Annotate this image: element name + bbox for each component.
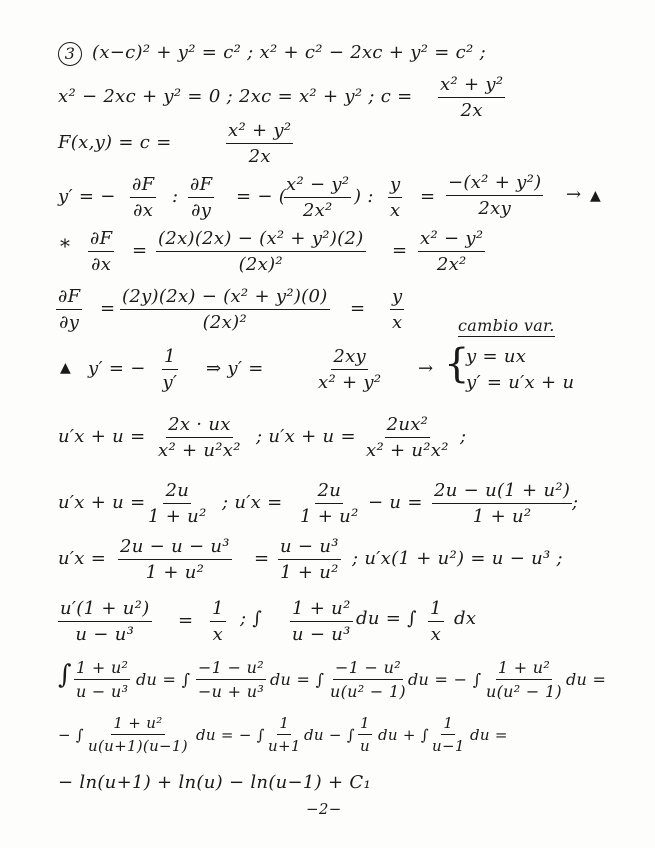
denominator: −u + u³ [197, 682, 265, 701]
fraction [486, 658, 562, 701]
fraction [358, 714, 372, 755]
numerator: y [390, 286, 404, 310]
denominator: 1 + u² [148, 506, 207, 527]
numerator: ∂F [188, 174, 214, 198]
denominator: 1 + u² [280, 562, 339, 583]
equation-text: ; u′x = [222, 492, 283, 513]
denominator: x² + u²x² [366, 440, 449, 461]
numerator: ∂F [56, 286, 82, 310]
numerator: 1 + u² [74, 658, 130, 680]
annotation-label: cambio var. [458, 316, 555, 335]
numerator: ∂F [88, 228, 114, 252]
fraction [58, 598, 152, 645]
numerator: −1 − u² [196, 658, 266, 680]
fraction [284, 174, 351, 221]
numerator: 2u [163, 480, 191, 504]
numerator: 2u − u(1 + u²) [432, 480, 572, 504]
equation-text: ; u′x + u = [256, 426, 356, 447]
denominator: x [430, 624, 442, 645]
fraction [418, 228, 485, 275]
denominator: ∂x [133, 200, 154, 221]
numerator: 1 + u² [111, 714, 164, 735]
fraction [366, 414, 449, 461]
denominator: ∂x [91, 254, 112, 275]
denominator: y′ [162, 372, 178, 393]
fraction [130, 174, 156, 221]
numerator: 1 + u² [496, 658, 552, 680]
fraction [148, 480, 207, 527]
equation-text: y′ = − [58, 186, 116, 207]
fraction [156, 228, 366, 275]
fraction [318, 346, 381, 393]
triangle-marker-icon: ▲ [60, 360, 72, 376]
denominator: (2x)² [202, 312, 247, 333]
equation-text: − ∫ [58, 726, 85, 744]
equation-text: = [254, 548, 270, 569]
equation-text: du − ∫ [304, 726, 355, 744]
equation-text: dx [454, 608, 477, 629]
denominator: 1 + u² [472, 506, 532, 527]
equation-text: − ln(u+1) + ln(u) − ln(u−1) + C₁ [58, 772, 371, 793]
fraction [432, 480, 572, 527]
fraction [388, 174, 402, 221]
numerator: x² − y² [418, 228, 485, 252]
equation-text: du = ∫ [136, 670, 191, 689]
denominator: u − u³ [291, 624, 351, 645]
equation-text: ⇒ y′ = [206, 358, 264, 379]
denominator: u(u² − 1) [486, 682, 562, 701]
fraction [300, 480, 359, 527]
fraction [390, 286, 404, 333]
equation-text: du = ∫ [270, 670, 325, 689]
denominator: x² + u²x² [158, 440, 241, 461]
numerator: −1 − u² [333, 658, 403, 680]
denominator: u [359, 737, 370, 755]
denominator: 1 + u² [300, 506, 359, 527]
denominator: 2xy [478, 198, 512, 219]
fraction [278, 536, 341, 583]
denominator: u−1 [432, 737, 465, 755]
denominator: u − u³ [75, 682, 129, 701]
denominator: ∂y [191, 200, 212, 221]
denominator: u(u² − 1) [330, 682, 406, 701]
numerator: 1 [428, 598, 444, 622]
equation-text: = [132, 240, 148, 261]
equation-text: = [178, 610, 194, 631]
fraction [210, 598, 226, 645]
numerator: 1 [441, 714, 455, 735]
numerator: x² + y² [226, 120, 293, 144]
equation-text: : [172, 186, 179, 207]
numerator: 1 + u² [290, 598, 353, 622]
equation-text: ; [572, 492, 579, 513]
equation-text: = [350, 298, 366, 319]
denominator: 2x² [302, 200, 333, 221]
numerator: u − u³ [278, 536, 341, 560]
equation-text: u′x + u = [58, 426, 146, 447]
denominator: x [392, 312, 403, 333]
denominator: x² + y² [318, 372, 382, 393]
denominator: u+1 [268, 737, 301, 755]
denominator: ∂y [59, 312, 80, 333]
fraction [446, 172, 543, 219]
numerator: ∂F [130, 174, 156, 198]
fraction [74, 658, 130, 701]
equation-text: du = [470, 726, 508, 744]
equation-text: (x−c)² + y² = c² ; x² + c² − 2xc + y² = c² ; [92, 42, 486, 63]
equation-text: F(x,y) = c = [58, 132, 172, 153]
equation-text: du + ∫ [378, 726, 429, 744]
integral-sign: ∫ [58, 660, 72, 690]
fraction [330, 658, 406, 701]
fraction [428, 598, 444, 645]
numerator: y [388, 174, 402, 198]
denominator: x [390, 200, 401, 221]
equation-text: ) : [354, 186, 374, 207]
fraction [188, 174, 214, 221]
denominator: 2x² [436, 254, 467, 275]
asterisk-marker-icon: * [60, 234, 71, 258]
equation-text: = [420, 186, 436, 207]
fraction [88, 714, 188, 755]
numerator: −(x² + y²) [446, 172, 543, 196]
fraction [268, 714, 301, 755]
equation-text: = [392, 240, 408, 261]
left-brace-icon: { [444, 341, 470, 387]
equation-text: ; ∫ [240, 608, 263, 629]
substitution-line-1: y = ux [466, 346, 527, 367]
numerator: 1 [277, 714, 291, 735]
fraction [290, 598, 353, 645]
equation-text: − u = [368, 492, 423, 513]
numerator: 2x · ux [166, 414, 233, 438]
numerator: 1 [162, 346, 178, 370]
equation-text: u′x = [58, 548, 107, 569]
substitution-line-2: y′ = u′x + u [466, 372, 575, 393]
numerator: u′(1 + u²) [58, 598, 152, 622]
problem-number-circle: 3 [58, 42, 82, 66]
numerator: 2u − u − u³ [118, 536, 232, 560]
numerator: 1 [358, 714, 372, 735]
fraction [438, 74, 505, 121]
fraction [432, 714, 465, 755]
numerator: 2ux² [385, 414, 431, 438]
equation-text: du = − ∫ [408, 670, 482, 689]
denominator: u(u+1)(u−1) [88, 737, 188, 755]
numerator: x² − y² [284, 174, 351, 198]
equation-text: ; u′x(1 + u²) = u − u³ ; [352, 548, 563, 569]
fraction [88, 228, 114, 275]
equation-text: ; [460, 426, 467, 447]
equation-text: = − ( [236, 186, 287, 207]
fraction [196, 658, 266, 701]
denominator: u − u³ [75, 624, 135, 645]
fraction [118, 536, 232, 583]
numerator: 2u [315, 480, 343, 504]
denominator: x [212, 624, 224, 645]
triangle-marker-icon: ▲ [590, 188, 602, 204]
denominator: 1 + u² [145, 562, 205, 583]
numerator: (2x)(2x) − (x² + y²)(2) [156, 228, 366, 252]
denominator: (2x)² [238, 254, 283, 275]
denominator: 2x [460, 100, 483, 121]
page-number: −2− [306, 800, 342, 818]
equation-text: u′x + u = [58, 492, 146, 513]
numerator: x² + y² [438, 74, 505, 98]
equation-text: du = − ∫ [196, 726, 265, 744]
arrow-right-icon: → [418, 358, 434, 379]
fraction [162, 346, 178, 393]
arrow-right-icon: → [566, 184, 582, 205]
equation-text: du = [566, 670, 607, 689]
fraction [120, 286, 330, 333]
equation-text: du = ∫ [356, 608, 417, 629]
numerator: 1 [210, 598, 226, 622]
fraction [56, 286, 82, 333]
numerator: 2xy [331, 346, 368, 370]
equation-text: x² − 2xc + y² = 0 ; 2xc = x² + y² ; c = [58, 86, 413, 107]
numerator: (2y)(2x) − (x² + y²)(0) [120, 286, 330, 310]
denominator: 2x [248, 146, 271, 167]
fraction [226, 120, 293, 167]
equation-text: = [100, 298, 116, 319]
equation-text: y′ = − [88, 358, 146, 379]
fraction [158, 414, 241, 461]
